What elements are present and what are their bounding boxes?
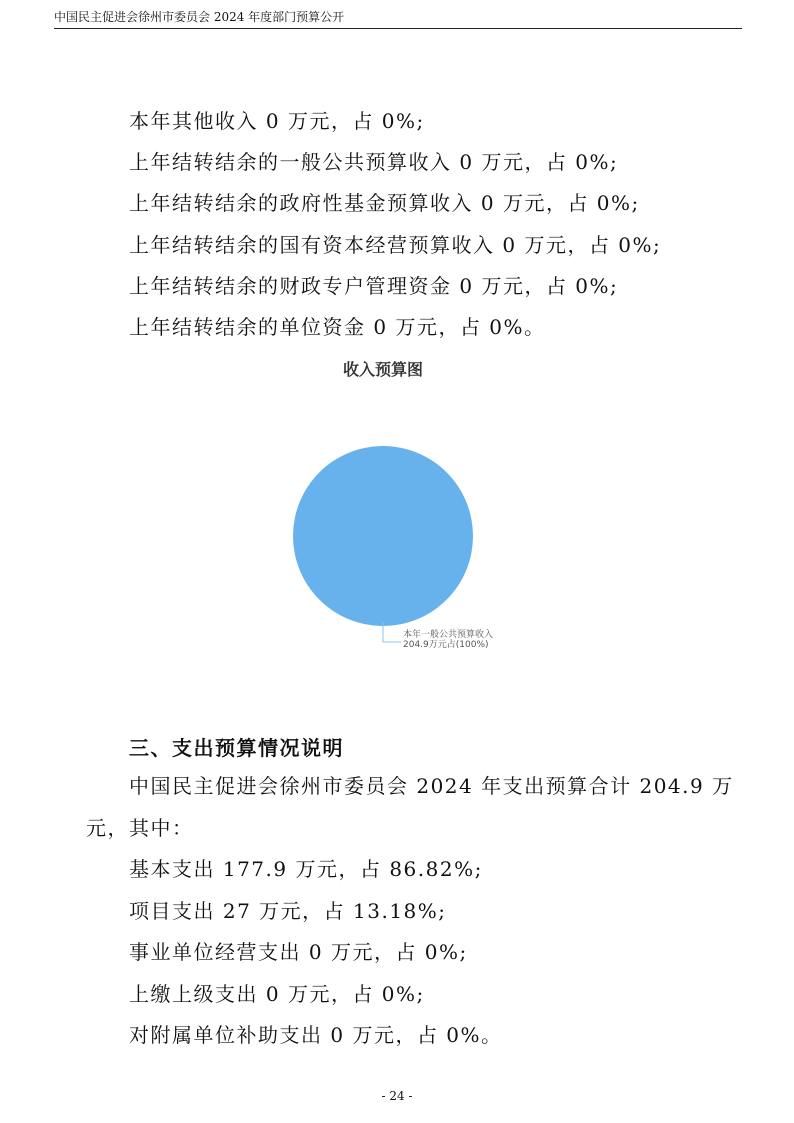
page-number: - 24 - bbox=[381, 1089, 413, 1103]
income-pie-chart bbox=[250, 420, 530, 660]
pie-label-name: 本年一般公共预算收入 bbox=[403, 630, 494, 640]
expenditure-item: 事业单位经营支出 0 万元，占 0%; bbox=[129, 940, 468, 964]
section-heading: 三、支出预算情况说明 bbox=[129, 736, 344, 760]
expenditure-intro-cont: 元，其中： bbox=[86, 816, 194, 840]
expenditure-item: 上缴上级支出 0 万元，占 0%; bbox=[129, 982, 425, 1006]
income-line: 上年结转结余的政府性基金预算收入 0 万元，占 0%; bbox=[129, 191, 640, 215]
pie-label-value: 204.9万元占(100%) bbox=[403, 640, 489, 650]
income-line: 上年结转结余的财政专户管理资金 0 万元，占 0%; bbox=[129, 274, 619, 298]
expenditure-item: 对附属单位补助支出 0 万元，占 0%。 bbox=[129, 1023, 503, 1047]
page-header: 中国民主促进会徐州市委员会 2024 年度部门预算公开 bbox=[54, 9, 742, 29]
income-line: 本年其他收入 0 万元，占 0%; bbox=[129, 109, 425, 133]
expenditure-item: 项目支出 27 万元，占 13.18%; bbox=[129, 899, 447, 923]
income-line: 上年结转结余的单位资金 0 万元，占 0%。 bbox=[129, 315, 546, 339]
pie-slice bbox=[293, 446, 473, 626]
income-line: 上年结转结余的一般公共预算收入 0 万元，占 0%; bbox=[129, 150, 619, 174]
expenditure-item: 基本支出 177.9 万元，占 86.82%; bbox=[129, 857, 483, 881]
income-line: 上年结转结余的国有资本经营预算收入 0 万元，占 0%; bbox=[129, 233, 662, 257]
expenditure-intro: 中国民主促进会徐州市委员会 2024 年支出预算合计 204.9 万 bbox=[129, 774, 734, 798]
chart-title: 收入预算图 bbox=[342, 360, 423, 379]
